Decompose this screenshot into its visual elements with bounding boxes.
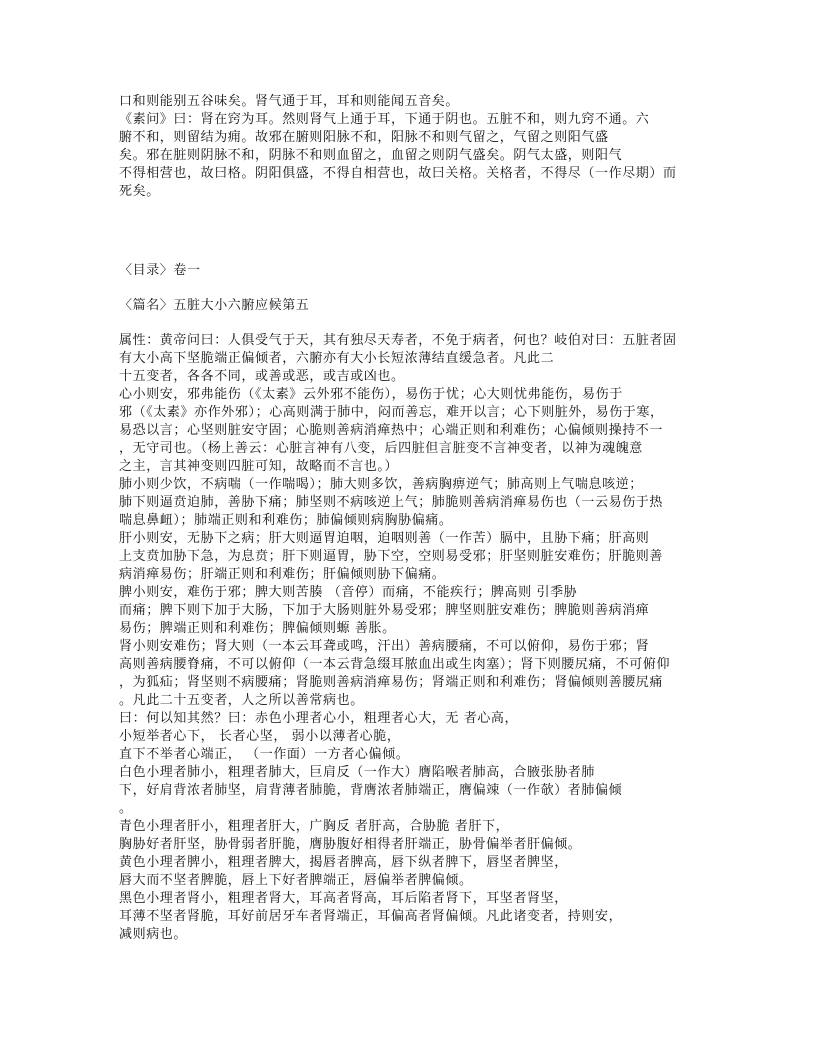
text-line: 不得相营也，故曰格。阴阳俱盛，不得自相营也，故曰关格。关格者，不得尽（一作尽期）而 bbox=[119, 166, 677, 181]
text-line: 青色小理者肝小，粗理者肝大，广胸反 者肝高，合胁脆 者肝下， bbox=[119, 819, 510, 834]
text-line: 肺下则逼贲迫肺，善胁下痛；肺坚则不病咳逆上气；肺脆则善病消瘅易伤也（一云易伤于热 bbox=[119, 495, 664, 510]
text-line: 矣。邪在脏则阴脉不和，阴脉不和则血留之，血留之则阴气盛矣。阴气太盛，则阳气 bbox=[119, 148, 623, 163]
text-line: 黄色小理者脾小，粗理者脾大，揭唇者脾高，唇下纵者脾下，唇坚者脾坚， bbox=[119, 855, 568, 870]
text-line: 耳薄不坚者肾脆，耳好前居牙车者肾端正，耳偏高者肾偏倾。凡此诸变者，持则安， bbox=[119, 909, 623, 924]
text-line: 下，好肩背浓者肺坚，肩背薄者肺脆，背膺浓者肺端正，膺偏竦（一作欹）者肺偏倾 bbox=[119, 783, 623, 798]
text-line: 而痛；脾下则下加于大肠，下加于大肠则脏外易受邪；脾坚则脏安难伤；脾脆则善病消瘅 bbox=[119, 603, 650, 618]
text-line: 死矣。 bbox=[119, 184, 160, 199]
text-line: 肾小则安难伤；肾大则（一本云耳聋或鸣，汗出）善病腰痛，不可以俯仰，易伤于邪；肾 bbox=[119, 639, 650, 654]
text-line: 邪（《太素》亦作外邪）；心高则满于肺中，闷而善忘，难开以言；心下则脏外，易伤于寒， bbox=[119, 405, 664, 420]
text-line: 小短举者心下， 长者心坚， 弱小以薄者心脆， bbox=[119, 729, 401, 744]
text-line: 。 bbox=[119, 801, 133, 816]
text-line: 减则病也。 bbox=[119, 927, 188, 942]
text-line: 。凡此二十五变者，人之所以善常病也。 bbox=[119, 693, 364, 708]
text-line: 曰：何以知其然？曰：赤色小理者心小，粗理者心大，无 者心高， bbox=[119, 711, 519, 726]
text-line: 心小则安，邪弗能伤（《太素》云外邪不能伤），易伤于忧；心大则忧弗能伤，易伤于 bbox=[119, 387, 623, 402]
catalog-heading: 〈目录〉卷一 bbox=[119, 263, 201, 278]
text-line: 肝小则安，无胁下之病；肝大则逼胃迫咽，迫咽则善（一作苦）膈中，且胁下痛；肝高则 bbox=[119, 531, 650, 546]
text-line: ，为狐疝；肾坚则不病腰痛；肾脆则善病消瘅易伤；肾端正则和利难伤；肾偏倾则善腰尻痛 bbox=[119, 675, 664, 690]
text-line: ，无守司也。（杨上善云：心脏言神有八变，后四脏但言脏变不言神变者，以神为魂魄意 bbox=[119, 441, 643, 456]
text-line: 喘息鼻衄）；肺端正则和利难伤；肺偏倾则病胸胁偏痛。 bbox=[119, 513, 453, 528]
text-line: 胸胁好者肝坚，胁骨弱者肝脆，膺胁腹好相得者肝端正，胁骨偏举者肝偏倾。 bbox=[119, 837, 582, 852]
text-line: 易伤；脾端正则和利难伤；脾偏倾则螈 善胀。 bbox=[119, 621, 396, 636]
text-line: 易恐以言；心坚则脏安守固；心脆则善病消瘅热中；心端正则和利难伤；心偏倾则操持不一 bbox=[119, 423, 664, 438]
top-paragraph bbox=[119, 93, 709, 201]
text-line: 口和则能别五谷味矣。肾气通于耳，耳和则能闻五音矣。 bbox=[119, 94, 460, 109]
text-line: 属性：黄帝问曰：人俱受气于天，其有独尽天寿者，不免于病者，何也？岐伯对曰：五脏者固 bbox=[119, 333, 677, 348]
text-line: 唇大而不坚者脾脆，唇上下好者脾端正，唇偏举者脾偏倾。 bbox=[119, 873, 473, 888]
text-line: 高则善病腰脊痛，不可以俯仰（一本云背急缀耳脓血出或生肉塞）；肾下则腰尻痛，不可俯仰 bbox=[119, 657, 671, 672]
text-line: 脾小则安，难伤于邪；脾大则苦腠 （音停）而痛，不能疾行；脾高则 引季胁 bbox=[119, 585, 578, 600]
chapter-heading: 〈篇名〉五脏大小六腑应候第五 bbox=[119, 298, 310, 313]
text-line: 《素问》曰：肾在窍为耳。然则肾气上通于耳，下通于阴也。五脏不和，则九窍不通。六 bbox=[119, 112, 650, 127]
text-line: 之主，言其神变则四脏可知，故略而不言也。） bbox=[119, 459, 399, 474]
chapter-body bbox=[119, 332, 709, 944]
text-line: 肺小则少饮，不病喘（一作喘喝）；肺大则多饮，善病胸痹逆气；肺高则上气喘息咳逆； bbox=[119, 477, 643, 492]
text-line: 白色小理者肺小，粗理者肺大，巨肩反（一作大）膺陷喉者肺高，合腋张胁者肺 bbox=[119, 765, 596, 780]
text-line: 十五变者，各各不同，或善或恶，或吉或凶也。 bbox=[119, 369, 405, 384]
text-line: 腑不和，则留结为痈。故邪在腑则阳脉不和，阳脉不和则气留之，气留之则阳气盛 bbox=[119, 130, 609, 145]
text-line: 黑色小理者肾小，粗理者肾大，耳高者肾高，耳后陷者肾下，耳坚者肾坚， bbox=[119, 891, 568, 906]
text-line: 直下不举者心端正， （一作面）一方者心偏倾。 bbox=[119, 747, 410, 762]
text-line: 上支贲加胁下急，为息贲；肝下则逼胃，胁下空，空则易受邪；肝坚则脏安难伤；肝脆则善 bbox=[119, 549, 664, 564]
text-line: 病消瘅易伤；肝端正则和利难伤；肝偏倾则胁下偏痛。 bbox=[119, 567, 446, 582]
text-line: 有大小高下坚脆端正偏倾者，六腑亦有大小长短浓薄结直缓急者。凡此二 bbox=[119, 351, 555, 366]
